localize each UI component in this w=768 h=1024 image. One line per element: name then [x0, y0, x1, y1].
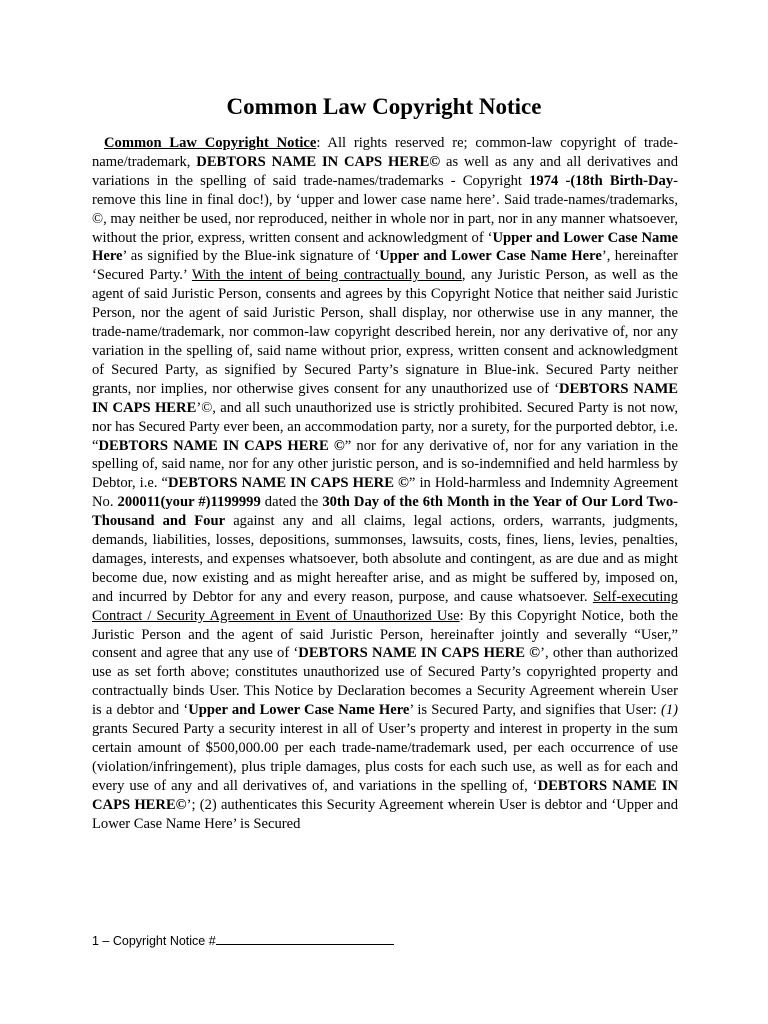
notice-text-segment: 200011(your #)1199999: [117, 494, 261, 511]
footer-blank-line: [216, 932, 394, 945]
notice-text-segment: against any and all claims, legal actions, orders, warrants, judgments, demands, liabilities, losses, depositions, summonses, lawsuits, costs, fines, liens, levies, penalties, damages, interests, and expenses whatsoever, both absolute and contingent, as are due and as might become due, now existing and as might hereafter arise, and as might be suffered by, imposed on, and incurred by Debtor for any and every reason, purpose, and cause whatsoever.: [92, 513, 679, 605]
notice-text-segment: 30th Day of the 6th Month in the Year of Our Lord Two-Thousand and Four: [92, 494, 679, 530]
notice-text-segment: Upper and Lower Case Name Here: [92, 229, 678, 265]
notice-text-segment: dated the: [260, 494, 323, 511]
notice-text-segment: ” in Hold-harmless and Indemnity Agreement No.: [92, 475, 679, 511]
footer-label: 1 – Copyright Notice #: [92, 934, 216, 948]
notice-text-segment: With the intent of being contractually bound: [191, 267, 462, 284]
notice-text-segment: ’ is Secured Party, and signifies that User:: [409, 702, 661, 719]
notice-text-segment: DEBTORS NAME IN CAPS HERE ©: [98, 437, 345, 454]
notice-text-segment: DEBTORS NAME IN CAPS HERE©: [196, 153, 441, 170]
notice-text-segment: ’, other than authorized use as set forth above; constitutes unauthorized use of Secured Party’s copyrighted property and contractually binds User. This Notice by Declaration becomes a Security Agreement wherein User is a debtor and ‘: [92, 645, 678, 719]
notice-text-segment: (1): [660, 702, 678, 719]
page-footer: [92, 932, 394, 949]
notice-text-segment: Self-executing Contract / Security Agreement in Event of Unauthorized Use: [92, 588, 678, 624]
notice-text-segment: ’©, and all such unauthorized use is strictly prohibited. Secured Party is not now, nor has Secured Party ever been, an accommodation party, nor a surety, for the purported debtor, i.e. “: [92, 399, 679, 454]
document-title: Common Law Copyright Notice: [226, 94, 542, 119]
notice-text-segment: : All rights reserved re; common-law copyright of trade-name/trademark,: [92, 135, 678, 170]
notice-text-segment: DEBTORS NAME IN CAPS HERE©: [92, 777, 678, 813]
notice-text-segment: DEBTORS NAME IN CAPS HERE ©: [168, 475, 409, 492]
notice-text-segment: , any Juristic Person, as well as the agent of said Juristic Person, consents and agrees by this Copyright Notice that neither said Juristic Person, nor the agent of said Juristic Person, shall display, nor otherwise use in any manner, the trade-name/trademark, nor common-law copyright described herein, nor any derivative of, nor any variation in the spelling of, said name without prior, express, written consent and acknowledgment of Secured Party, as signified by Secured Party’s signature in Blue-ink. Secured Party neither grants, nor implies, nor otherwise gives consent for any unauthorized use of ‘: [92, 267, 678, 397]
notice-text-segment: Common Law Copyright Notice: [104, 135, 317, 151]
notice-text-segment: DEBTORS NAME IN CAPS HERE ©: [298, 645, 541, 662]
notice-text-segment: : By this Copyright Notice, both the Juristic Person and the agent of said Juristic Person, hereinafter jointly and severally “User,” consent and agree that any use of ‘: [92, 607, 678, 662]
notice-text-segment: DEBTORS NAME IN CAPS HERE: [92, 380, 678, 416]
notice-text-segment: 1974 -(18th Birth-Day: [529, 172, 674, 189]
notice-body-paragraph: [92, 134, 678, 834]
notice-text-segment: grants Secured Party a security interest in all of User’s property and interest in property in the sum certain amount of $500,000.00 per each trade-name/trademark used, per each occurrence of use (violation/infringement), plus triple damages, plus costs for each such use, as well as for each and every use of any and all derivatives of, and variations in the spelling of, ‘: [92, 721, 678, 794]
notice-text-segment: ’ as signified by the Blue-ink signature of ‘: [122, 248, 380, 265]
notice-text-segment: Upper and Lower Case Name Here: [379, 248, 602, 265]
notice-text-segment: Upper and Lower Case Name Here: [188, 702, 410, 719]
notice-text-segment: ” nor for any derivative of, nor for any variation in the spelling of, said name, nor for any other juristic person, and is so-indemnified and held harmless by Debtor, i.e. “: [92, 437, 678, 492]
notice-text-segment: ’; (2) authenticates this Security Agreement wherein User is debtor and ‘Upper and Lower Case Name Here’ is Secured: [92, 796, 678, 832]
notice-text-segment: ’, hereinafter ‘Secured Party.’: [92, 248, 678, 284]
notice-text-segment: -remove this line in final doc!), by ‘upper and lower case name here’. Said trade-names/trademarks, ©, may neither be used, nor reproduced, neither in whole nor in part, nor in any manner whatsoever, without the prior, express, written consent and acknowledgment of ‘: [92, 172, 678, 246]
notice-text-segment: as well as any and all derivatives and variations in the spelling of said trade-names/trademarks - Copyright: [92, 153, 678, 189]
